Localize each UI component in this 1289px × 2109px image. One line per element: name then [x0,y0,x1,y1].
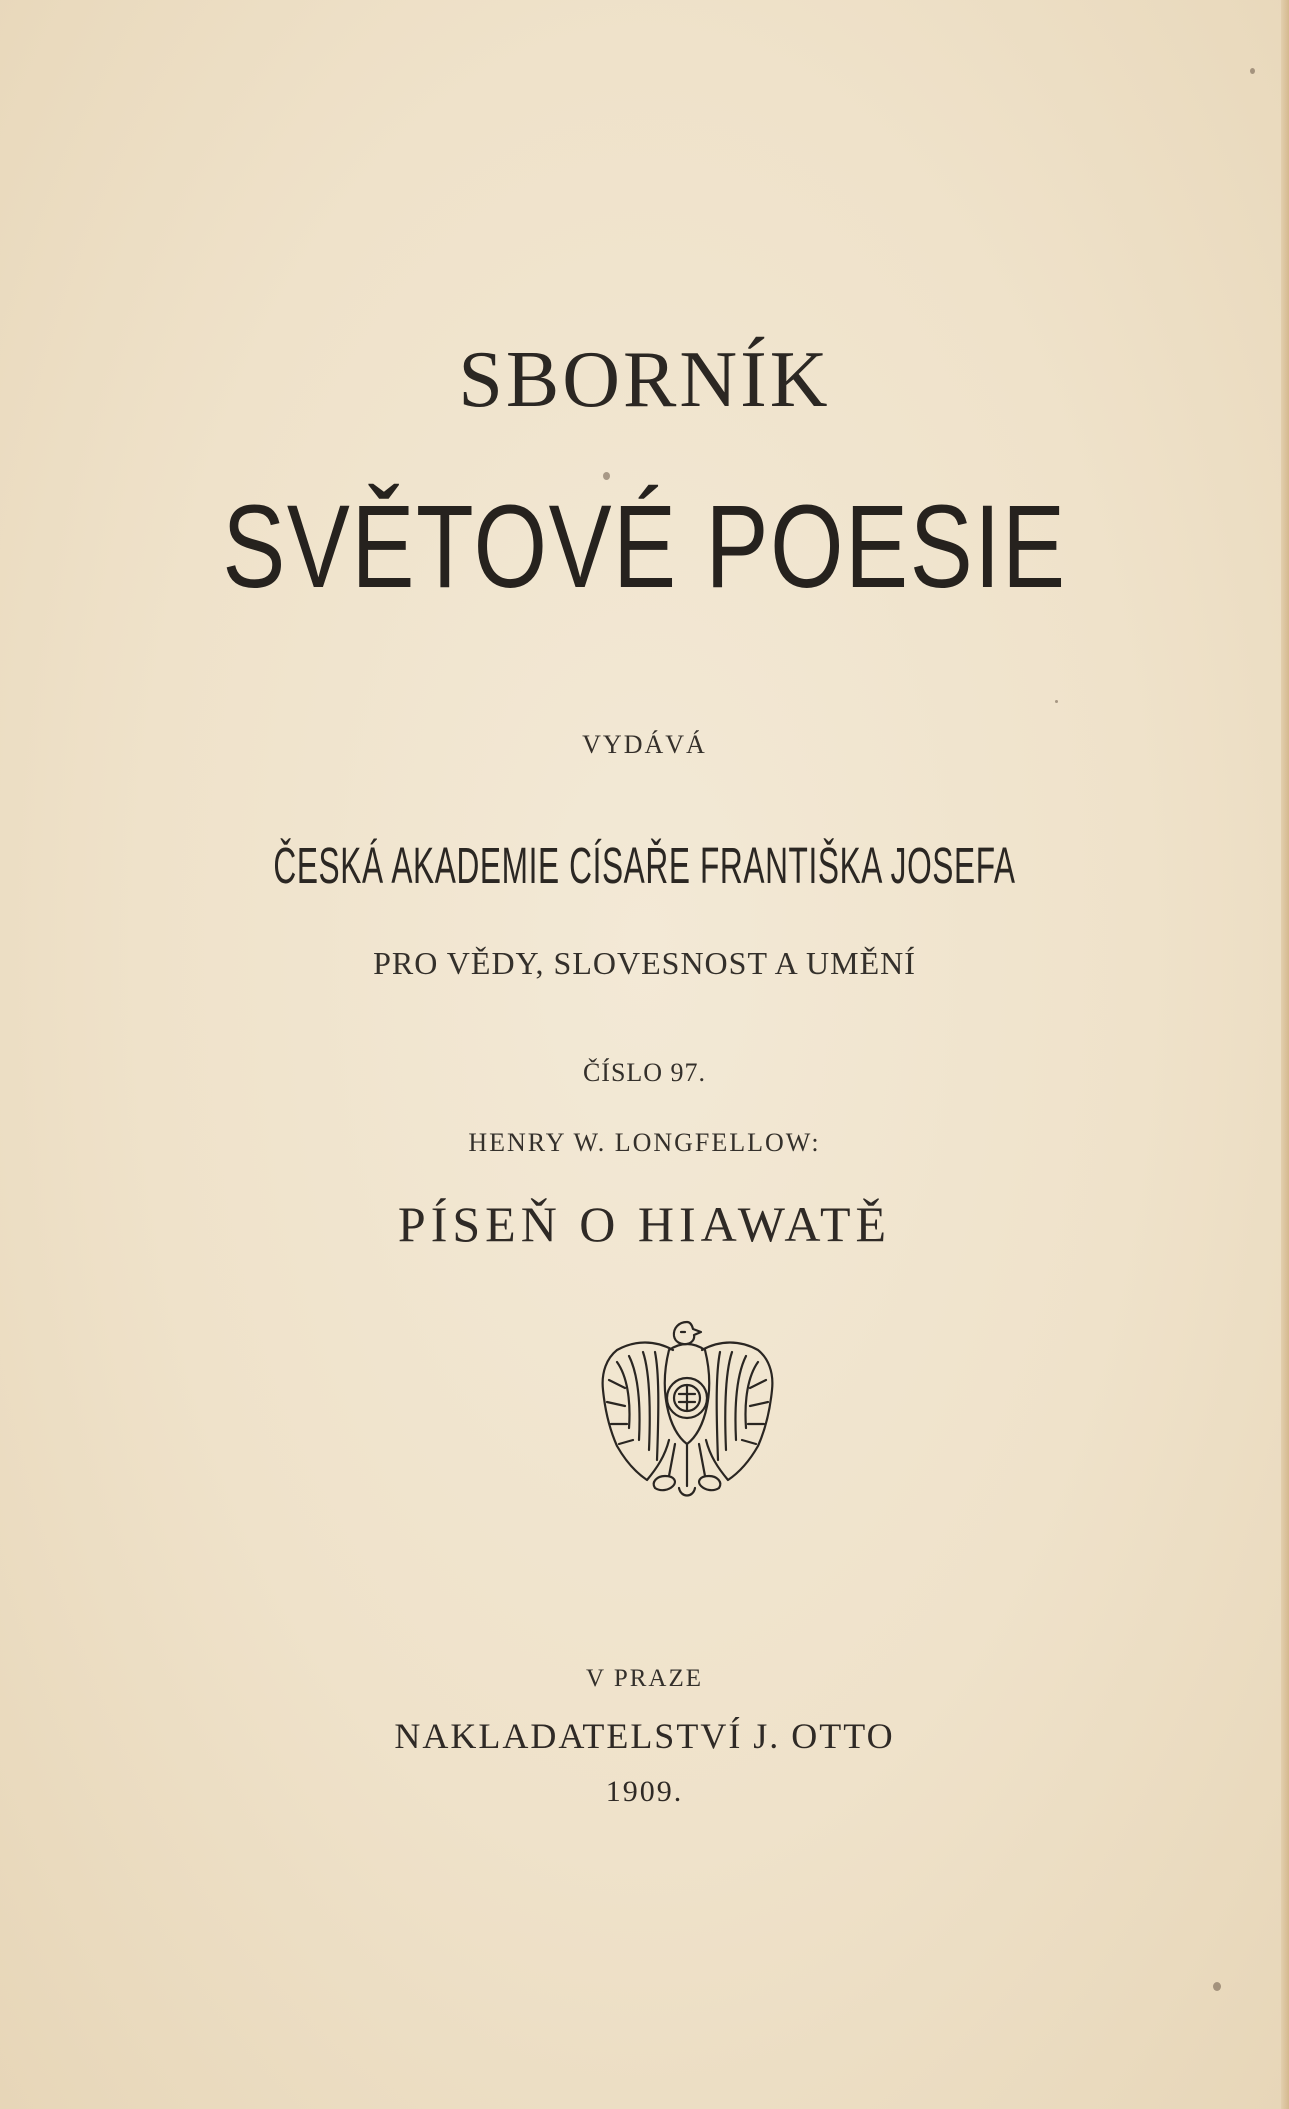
publisher-intro: VYDÁVÁ [582,730,707,759]
paper-speck [1055,700,1058,703]
eagle-emblem-icon [595,1310,780,1510]
academy-subtitle: PRO VĚDY, SLOVESNOST A UMĚNÍ [373,945,916,981]
paper-speck [1213,1982,1221,1991]
publisher-name: NAKLADATELSTVÍ J. OTTO [394,1716,895,1756]
paper-speck [1250,68,1255,74]
series-title: SBORNÍK [458,336,831,424]
academy-name: ČESKÁ AKADEMIE CÍSAŘE FRANTIŠKA JOSEFA [273,837,1016,894]
author-name: HENRY W. LONGFELLOW: [468,1128,821,1157]
main-title: SVĚTOVÉ POESIE [222,481,1067,613]
publication-year: 1909. [605,1775,684,1808]
series-number: ČÍSLO 97. [582,1058,707,1087]
work-title: PÍSEŇ O HIAWATĚ [397,1196,892,1252]
paper-speck [603,472,610,480]
publication-place: V PRAZE [585,1665,704,1692]
